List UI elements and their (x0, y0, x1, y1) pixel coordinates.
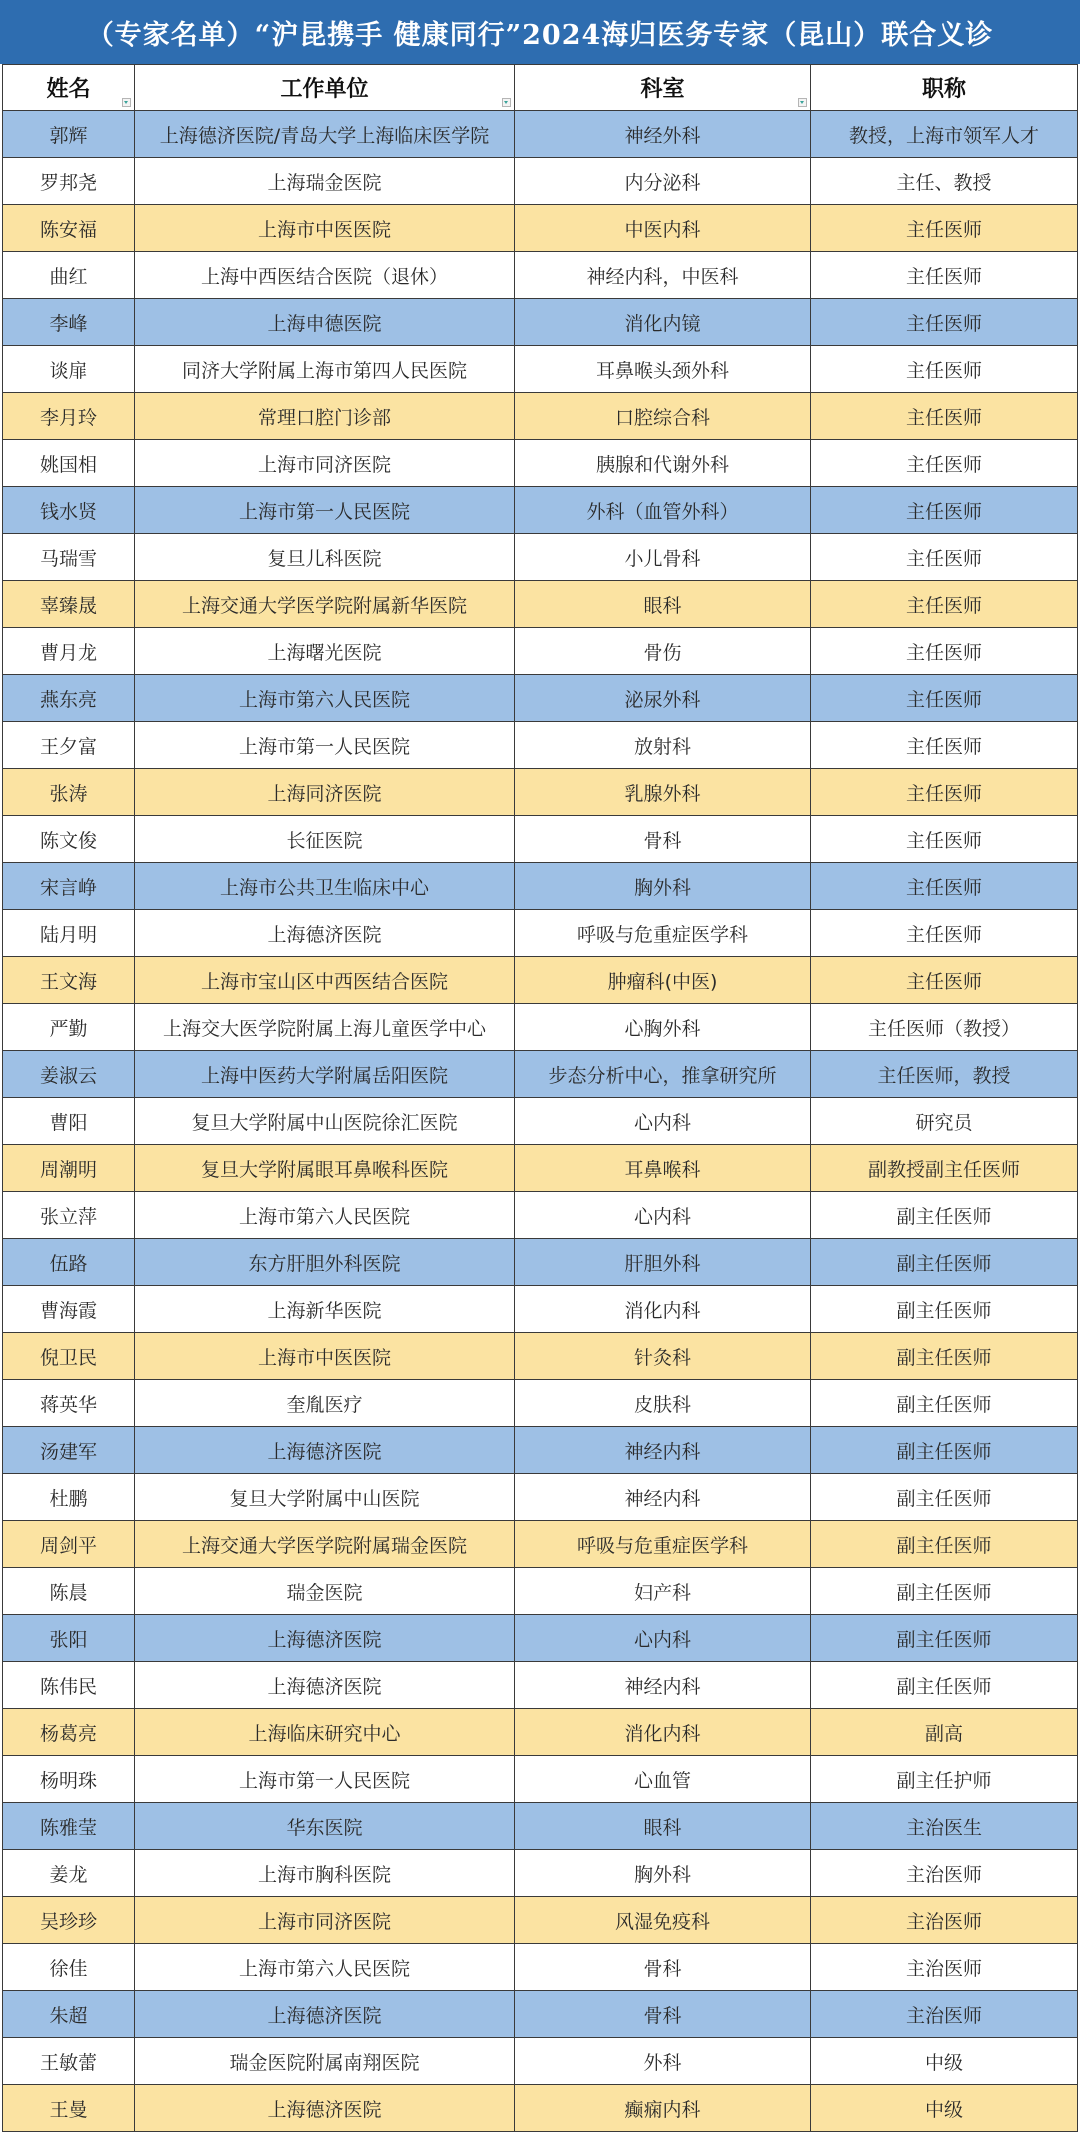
cell-unit[interactable]: 东方肝胆外科医院 (135, 1239, 515, 1286)
cell-unit[interactable]: 瑞金医院附属南翔医院 (135, 2038, 515, 2085)
cell-unit[interactable]: 上海德济医院 (135, 910, 515, 957)
cell-unit[interactable]: 上海德济医院 (135, 1662, 515, 1709)
cell-rank[interactable]: 主任医师 (811, 863, 1078, 910)
cell-name[interactable]: 罗邦尧 (3, 158, 135, 205)
table-row (3, 487, 1078, 534)
cell-dept[interactable]: 外科 (515, 2038, 811, 2085)
cell-rank[interactable]: 主任医师 (811, 252, 1078, 299)
table-row (3, 1803, 1078, 1850)
cell-dept[interactable]: 针灸科 (515, 1333, 811, 1380)
cell-name[interactable]: 周剑平 (3, 1521, 135, 1568)
cell-rank[interactable]: 主任医师 (811, 722, 1078, 769)
column-header-unit[interactable] (135, 65, 515, 111)
cell-unit[interactable]: 上海中医药大学附属岳阳医院 (135, 1051, 515, 1098)
cell-dept[interactable]: 呼吸与危重症医学科 (515, 910, 811, 957)
cell-name[interactable]: 姚国相 (3, 440, 135, 487)
table-row (3, 581, 1078, 628)
cell-rank[interactable]: 副主任医师 (811, 1427, 1078, 1474)
cell-rank[interactable]: 主治医生 (811, 1803, 1078, 1850)
cell-dept[interactable]: 神经外科 (515, 111, 811, 158)
cell-name[interactable]: 吴珍珍 (3, 1897, 135, 1944)
table-row (3, 1239, 1078, 1286)
cell-name[interactable]: 杜鹏 (3, 1474, 135, 1521)
table-row (3, 1615, 1078, 1662)
cell-name[interactable]: 辜臻晟 (3, 581, 135, 628)
table-row (3, 1333, 1078, 1380)
table-row (3, 1427, 1078, 1474)
cell-rank[interactable]: 副主任医师 (811, 1474, 1078, 1521)
cell-unit[interactable]: 上海市宝山区中西医结合医院 (135, 957, 515, 1004)
cell-rank[interactable]: 主任医师 (811, 299, 1078, 346)
table-row (3, 299, 1078, 346)
table-row (3, 628, 1078, 675)
table-row (3, 1521, 1078, 1568)
table-row (3, 910, 1078, 957)
cell-unit[interactable]: 上海德济医院 (135, 2085, 515, 2132)
cell-unit[interactable]: 长征医院 (135, 816, 515, 863)
table-row (3, 1850, 1078, 1897)
cell-dept[interactable]: 皮肤科 (515, 1380, 811, 1427)
table-row (3, 1897, 1078, 1944)
cell-rank[interactable]: 主任医师 (811, 769, 1078, 816)
cell-unit[interactable]: 上海曙光医院 (135, 628, 515, 675)
cell-rank[interactable]: 主任医师 (811, 487, 1078, 534)
cell-rank[interactable]: 副高 (811, 1709, 1078, 1756)
table-row (3, 1568, 1078, 1615)
cell-rank[interactable]: 副主任医师 (811, 1286, 1078, 1333)
cell-dept[interactable]: 骨科 (515, 816, 811, 863)
column-header-name[interactable] (3, 65, 135, 111)
cell-name[interactable]: 宋言峥 (3, 863, 135, 910)
cell-unit[interactable]: 上海市公共卫生临床中心 (135, 863, 515, 910)
cell-dept[interactable]: 癫痫内科 (515, 2085, 811, 2132)
table-row (3, 346, 1078, 393)
cell-unit[interactable]: 复旦大学附属眼耳鼻喉科医院 (135, 1145, 515, 1192)
page-title: （专家名单）“沪昆携手 健康同行”2024海归医务专家（昆山）联合义诊 (0, 0, 1080, 64)
cell-rank[interactable]: 副主任医师 (811, 1239, 1078, 1286)
table-row (3, 1944, 1078, 1991)
cell-dept[interactable]: 神经内科 (515, 1474, 811, 1521)
cell-rank[interactable]: 中级 (811, 2085, 1078, 2132)
cell-dept[interactable]: 眼科 (515, 581, 811, 628)
cell-dept[interactable]: 肿瘤科(中医) (515, 957, 811, 1004)
cell-rank[interactable]: 主任医师 (811, 346, 1078, 393)
cell-rank[interactable]: 主治医师 (811, 1991, 1078, 2038)
cell-dept[interactable]: 步态分析中心，推拿研究所 (515, 1051, 811, 1098)
cell-dept[interactable]: 骨伤 (515, 628, 811, 675)
table-row (3, 111, 1078, 158)
column-header-rank-label: 职称 (921, 76, 966, 102)
cell-unit[interactable]: 上海瑞金医院 (135, 158, 515, 205)
cell-rank[interactable]: 副主任医师 (811, 1192, 1078, 1239)
cell-name[interactable]: 蒋英华 (3, 1380, 135, 1427)
cell-rank[interactable]: 主任医师 (811, 957, 1078, 1004)
cell-rank[interactable]: 研究员 (811, 1098, 1078, 1145)
cell-unit[interactable]: 上海同济医院 (135, 769, 515, 816)
cell-name[interactable]: 王敏蕾 (3, 2038, 135, 2085)
cell-rank[interactable]: 主治医师 (811, 1850, 1078, 1897)
cell-unit[interactable]: 上海新华医院 (135, 1286, 515, 1333)
cell-rank[interactable]: 主任医师，教授 (811, 1051, 1078, 1098)
table-row (3, 440, 1078, 487)
cell-unit[interactable]: 上海中西医结合医院（退休） (135, 252, 515, 299)
cell-rank[interactable]: 副主任医师 (811, 1568, 1078, 1615)
cell-name[interactable]: 严勤 (3, 1004, 135, 1051)
table-row (3, 1991, 1078, 2038)
cell-rank[interactable]: 主任医师 (811, 534, 1078, 581)
cell-rank[interactable]: 主任医师 (811, 393, 1078, 440)
cell-dept[interactable]: 口腔综合科 (515, 393, 811, 440)
cell-rank[interactable]: 主任医师 (811, 675, 1078, 722)
cell-name[interactable]: 马瑞雪 (3, 534, 135, 581)
cell-name[interactable]: 曹月龙 (3, 628, 135, 675)
cell-name[interactable]: 陈文俊 (3, 816, 135, 863)
cell-dept[interactable]: 眼科 (515, 1803, 811, 1850)
table-row (3, 1098, 1078, 1145)
cell-rank[interactable]: 副教授副主任医师 (811, 1145, 1078, 1192)
cell-rank[interactable]: 副主任医师 (811, 1615, 1078, 1662)
cell-unit[interactable]: 上海德济医院 (135, 1991, 515, 2038)
header-row (3, 65, 1078, 111)
cell-dept[interactable]: 肝胆外科 (515, 1239, 811, 1286)
cell-dept[interactable]: 骨科 (515, 1991, 811, 2038)
table-row (3, 1145, 1078, 1192)
filter-dropdown-icon[interactable] (122, 98, 131, 107)
expert-table (2, 64, 1078, 2132)
cell-unit[interactable]: 奎胤医疗 (135, 1380, 515, 1427)
cell-dept[interactable]: 风湿免疫科 (515, 1897, 811, 1944)
cell-name[interactable]: 王文海 (3, 957, 135, 1004)
cell-unit[interactable]: 上海德济医院 (135, 1427, 515, 1474)
table-row (3, 957, 1078, 1004)
cell-name[interactable]: 陈安福 (3, 205, 135, 252)
cell-unit[interactable]: 复旦大学附属中山医院徐汇医院 (135, 1098, 515, 1145)
cell-dept[interactable]: 胰腺和代谢外科 (515, 440, 811, 487)
cell-name[interactable]: 王曼 (3, 2085, 135, 2132)
table-row (3, 1474, 1078, 1521)
table-row (3, 252, 1078, 299)
table-row (3, 675, 1078, 722)
cell-unit[interactable]: 上海德济医院 (135, 1615, 515, 1662)
cell-unit[interactable]: 上海市第六人民医院 (135, 675, 515, 722)
cell-unit[interactable]: 上海市胸科医院 (135, 1850, 515, 1897)
cell-name[interactable]: 伍路 (3, 1239, 135, 1286)
cell-rank[interactable]: 主任医师（教授） (811, 1004, 1078, 1051)
cell-dept[interactable]: 放射科 (515, 722, 811, 769)
cell-unit[interactable]: 上海市第一人民医院 (135, 487, 515, 534)
cell-rank[interactable]: 主治医师 (811, 1944, 1078, 1991)
cell-dept[interactable]: 胸外科 (515, 1850, 811, 1897)
cell-rank[interactable]: 主任医师 (811, 440, 1078, 487)
cell-dept[interactable]: 小儿骨科 (515, 534, 811, 581)
table-row (3, 1709, 1078, 1756)
table-row (3, 205, 1078, 252)
table-body (3, 111, 1078, 2132)
cell-name[interactable]: 燕东亮 (3, 675, 135, 722)
column-header-unit-label: 工作单位 (280, 76, 369, 102)
table-row (3, 722, 1078, 769)
table-row (3, 769, 1078, 816)
cell-name[interactable]: 陈晨 (3, 1568, 135, 1615)
cell-unit[interactable]: 上海交通大学医学院附属瑞金医院 (135, 1521, 515, 1568)
cell-name[interactable]: 谈扉 (3, 346, 135, 393)
column-header-dept-label: 科室 (640, 76, 685, 102)
table-row (3, 534, 1078, 581)
cell-unit[interactable]: 上海市第一人民医院 (135, 1756, 515, 1803)
cell-unit[interactable]: 常理口腔门诊部 (135, 393, 515, 440)
cell-dept[interactable]: 呼吸与危重症医学科 (515, 1521, 811, 1568)
cell-unit[interactable]: 复旦大学附属中山医院 (135, 1474, 515, 1521)
cell-unit[interactable]: 瑞金医院 (135, 1568, 515, 1615)
cell-rank[interactable]: 副主任医师 (811, 1380, 1078, 1427)
cell-unit[interactable]: 复旦儿科医院 (135, 534, 515, 581)
cell-unit[interactable]: 上海交大医学院附属上海儿童医学中心 (135, 1004, 515, 1051)
cell-rank[interactable]: 教授，上海市领军人才 (811, 111, 1078, 158)
cell-name[interactable]: 李月玲 (3, 393, 135, 440)
filter-dropdown-icon[interactable] (502, 98, 511, 107)
cell-dept[interactable]: 心内科 (515, 1192, 811, 1239)
cell-unit[interactable]: 华东医院 (135, 1803, 515, 1850)
cell-dept[interactable]: 消化内科 (515, 1286, 811, 1333)
cell-dept[interactable]: 外科（血管外科） (515, 487, 811, 534)
cell-dept[interactable]: 神经内科 (515, 1662, 811, 1709)
cell-unit[interactable]: 上海市第六人民医院 (135, 1944, 515, 1991)
cell-name[interactable]: 曹海霞 (3, 1286, 135, 1333)
cell-name[interactable]: 张涛 (3, 769, 135, 816)
cell-dept[interactable]: 心血管 (515, 1756, 811, 1803)
cell-rank[interactable]: 主任、教授 (811, 158, 1078, 205)
cell-rank[interactable]: 主任医师 (811, 816, 1078, 863)
cell-dept[interactable]: 心内科 (515, 1615, 811, 1662)
filter-dropdown-icon[interactable] (798, 98, 807, 107)
cell-name[interactable]: 汤建军 (3, 1427, 135, 1474)
cell-name[interactable]: 王夕富 (3, 722, 135, 769)
cell-name[interactable]: 曲红 (3, 252, 135, 299)
cell-unit[interactable]: 上海申德医院 (135, 299, 515, 346)
cell-rank[interactable]: 主任医师 (811, 628, 1078, 675)
cell-rank[interactable]: 主治医师 (811, 1897, 1078, 1944)
table-row (3, 158, 1078, 205)
table-row (3, 1004, 1078, 1051)
column-header-rank[interactable] (811, 65, 1078, 111)
cell-rank[interactable]: 副主任医师 (811, 1333, 1078, 1380)
cell-rank[interactable]: 主任医师 (811, 205, 1078, 252)
cell-name[interactable]: 张阳 (3, 1615, 135, 1662)
table-row (3, 393, 1078, 440)
table-row (3, 1662, 1078, 1709)
cell-dept[interactable]: 消化内科 (515, 1709, 811, 1756)
cell-name[interactable]: 郭辉 (3, 111, 135, 158)
cell-dept[interactable]: 乳腺外科 (515, 769, 811, 816)
cell-rank[interactable]: 副主任医师 (811, 1521, 1078, 1568)
table-row (3, 1756, 1078, 1803)
cell-dept[interactable]: 耳鼻喉头颈外科 (515, 346, 811, 393)
cell-dept[interactable]: 消化内镜 (515, 299, 811, 346)
table-row (3, 816, 1078, 863)
cell-dept[interactable]: 耳鼻喉科 (515, 1145, 811, 1192)
cell-unit[interactable]: 同济大学附属上海市第四人民医院 (135, 346, 515, 393)
cell-name[interactable]: 朱超 (3, 1991, 135, 2038)
column-header-dept[interactable] (515, 65, 811, 111)
cell-dept[interactable]: 心胸外科 (515, 1004, 811, 1051)
cell-unit[interactable]: 上海市第六人民医院 (135, 1192, 515, 1239)
cell-dept[interactable]: 神经内科，中医科 (515, 252, 811, 299)
cell-name[interactable]: 姜淑云 (3, 1051, 135, 1098)
cell-unit[interactable]: 上海德济医院/青岛大学上海临床医学院 (135, 111, 515, 158)
cell-rank[interactable]: 主任医师 (811, 581, 1078, 628)
cell-dept[interactable]: 胸外科 (515, 863, 811, 910)
table-row (3, 2038, 1078, 2085)
cell-dept[interactable]: 中医内科 (515, 205, 811, 252)
cell-name[interactable]: 倪卫民 (3, 1333, 135, 1380)
cell-dept[interactable]: 心内科 (515, 1098, 811, 1145)
cell-name[interactable]: 徐佳 (3, 1944, 135, 1991)
cell-name[interactable]: 周潮明 (3, 1145, 135, 1192)
table-row (3, 2085, 1078, 2132)
cell-unit[interactable]: 上海市中医医院 (135, 1333, 515, 1380)
cell-rank[interactable]: 中级 (811, 2038, 1078, 2085)
cell-unit[interactable]: 上海市同济医院 (135, 440, 515, 487)
cell-name[interactable]: 陈伟民 (3, 1662, 135, 1709)
cell-name[interactable]: 杨葛亮 (3, 1709, 135, 1756)
table-row (3, 1192, 1078, 1239)
cell-name[interactable]: 杨明珠 (3, 1756, 135, 1803)
cell-name[interactable]: 钱水贤 (3, 487, 135, 534)
table-row (3, 1286, 1078, 1333)
column-header-name-label: 姓名 (46, 76, 91, 102)
cell-dept[interactable]: 妇产科 (515, 1568, 811, 1615)
table-row (3, 1380, 1078, 1427)
cell-name[interactable]: 李峰 (3, 299, 135, 346)
cell-unit[interactable]: 上海交通大学医学院附属新华医院 (135, 581, 515, 628)
cell-rank[interactable]: 副主任医师 (811, 1662, 1078, 1709)
cell-rank[interactable]: 副主任护师 (811, 1756, 1078, 1803)
cell-name[interactable]: 张立萍 (3, 1192, 135, 1239)
cell-dept[interactable]: 骨科 (515, 1944, 811, 1991)
cell-rank[interactable]: 主任医师 (811, 910, 1078, 957)
cell-name[interactable]: 陆月明 (3, 910, 135, 957)
cell-unit[interactable]: 上海市中医医院 (135, 205, 515, 252)
cell-dept[interactable]: 神经内科 (515, 1427, 811, 1474)
cell-dept[interactable]: 内分泌科 (515, 158, 811, 205)
cell-unit[interactable]: 上海市同济医院 (135, 1897, 515, 1944)
table-row (3, 1051, 1078, 1098)
table-row (3, 863, 1078, 910)
cell-name[interactable]: 曹阳 (3, 1098, 135, 1145)
cell-unit[interactable]: 上海临床研究中心 (135, 1709, 515, 1756)
cell-unit[interactable]: 上海市第一人民医院 (135, 722, 515, 769)
cell-dept[interactable]: 泌尿外科 (515, 675, 811, 722)
cell-name[interactable]: 姜龙 (3, 1850, 135, 1897)
cell-name[interactable]: 陈雅莹 (3, 1803, 135, 1850)
